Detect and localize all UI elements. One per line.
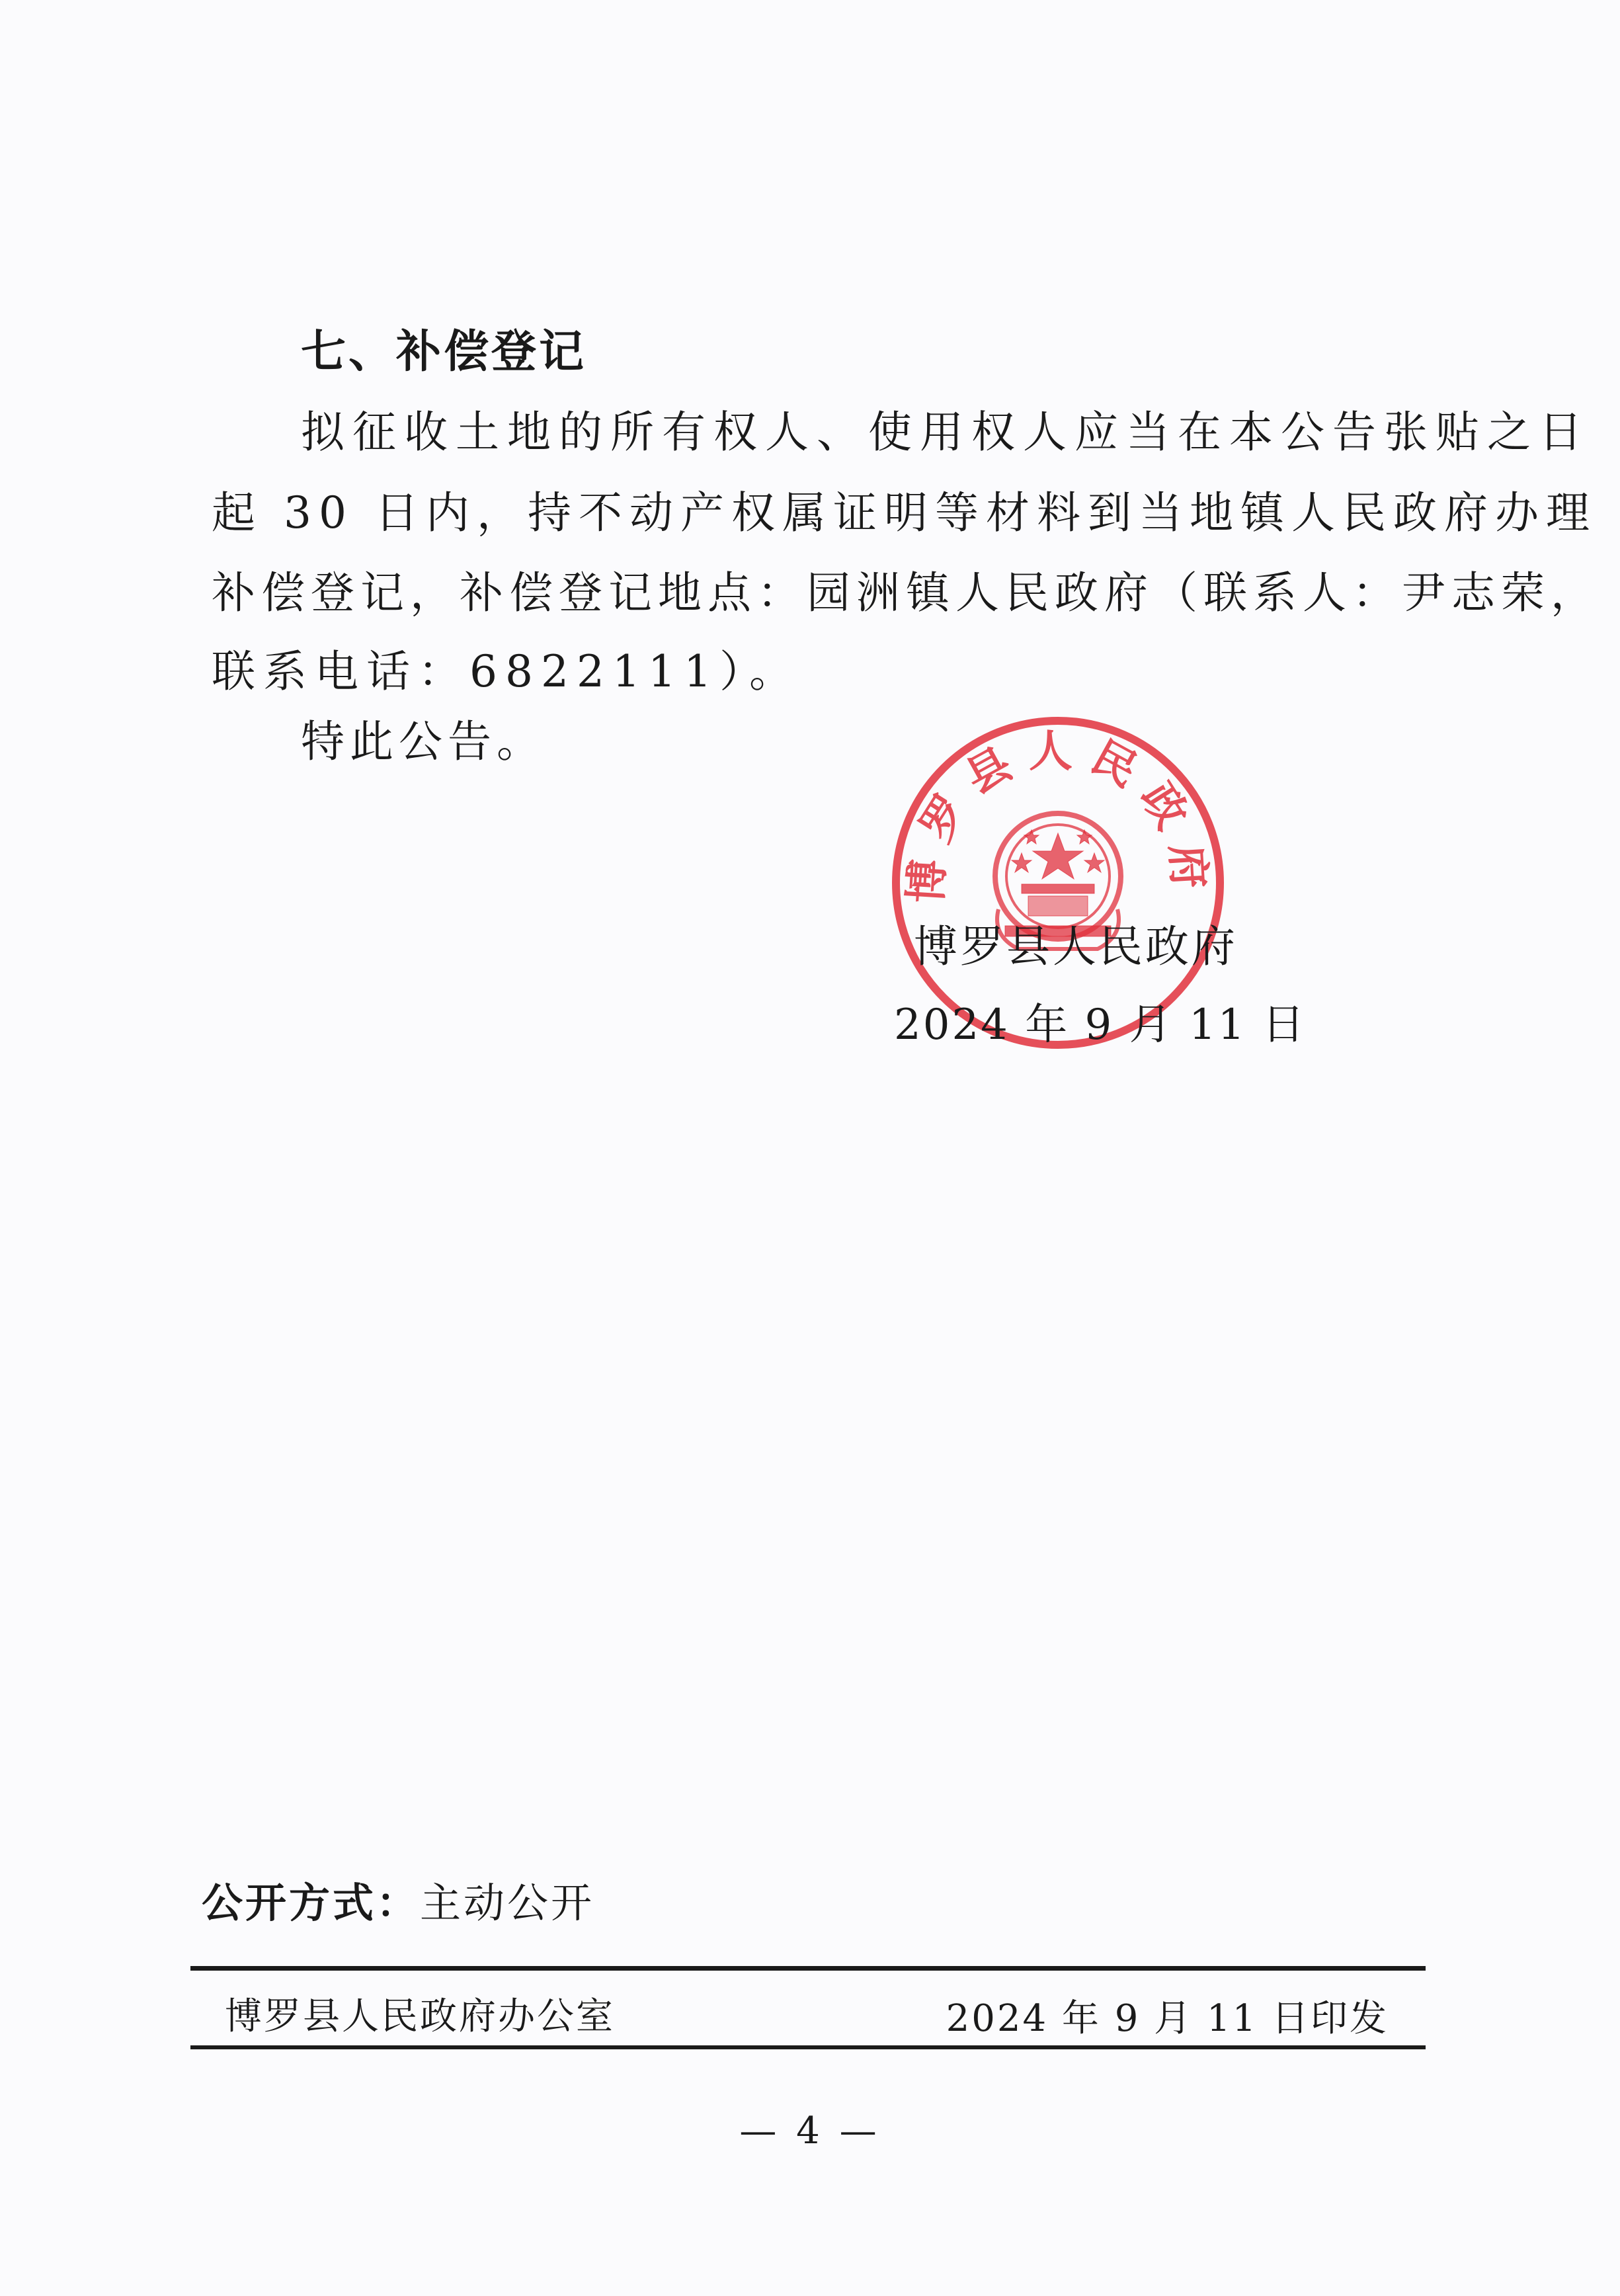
page-number: — 4 — — [739, 2110, 881, 2152]
section-heading: 七、补偿登记 — [301, 326, 587, 378]
body-line-1: 拟征收土地的所有权人、使用权人应当在本公告张贴之日 — [301, 407, 1590, 458]
footer-issuer: 博罗县人民政府办公室 — [225, 1995, 615, 2038]
signature-date: 2024 年 9 月 11 日 — [894, 1001, 1307, 1049]
body-line-3: 补偿登记，补偿登记地点：园洲镇人民政府（联系人：尹志荣， — [212, 567, 1600, 618]
disclosure-line — [202, 1870, 594, 1929]
footer-bottom-rule — [190, 2045, 1426, 2049]
closing-text: 特此公告。 — [301, 716, 546, 767]
svg-text:博罗县人民政府: 博罗县人民政府 — [900, 725, 1216, 905]
disclosure-value: 主动公开 — [420, 1879, 595, 1927]
signature-organization: 博罗县人民政府 — [914, 921, 1238, 972]
footer-issue-date: 2024 年 9 月 11 日印发 — [946, 1997, 1389, 2040]
footer-top-rule — [190, 1966, 1426, 1971]
body-line-2: 起 30 日内，持不动产权属证明等材料到当地镇人民政府办理 — [212, 487, 1597, 538]
body-line-4: 联系电话：6822111）。 — [212, 646, 801, 697]
disclosure-label: 公开方式： — [202, 1879, 421, 1927]
